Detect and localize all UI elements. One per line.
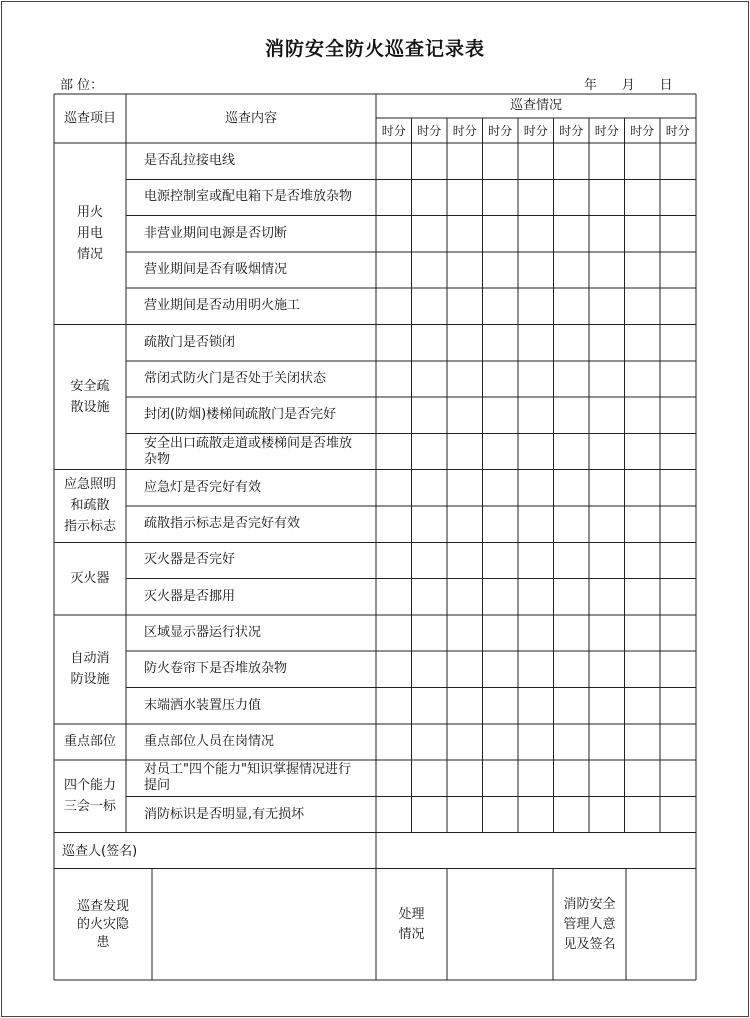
check-cell[interactable] <box>376 143 412 179</box>
check-cell[interactable] <box>447 615 483 651</box>
section-name: 四个能力 三会一标 <box>63 778 116 815</box>
inspector-signature-cell[interactable] <box>660 833 696 869</box>
check-item: 重点部位人员在岗情况 <box>144 733 275 749</box>
check-cell[interactable] <box>589 760 625 796</box>
check-cell[interactable] <box>554 542 590 578</box>
check-cell[interactable] <box>447 651 483 687</box>
check-cell[interactable] <box>376 724 412 760</box>
check-item: 封闭(防烟)楼梯间疏散门是否完好 <box>144 407 337 423</box>
check-cell[interactable] <box>554 252 590 288</box>
check-cell[interactable] <box>554 615 590 651</box>
check-cell[interactable] <box>447 542 483 578</box>
inspector-signature-cell[interactable] <box>625 833 661 869</box>
check-cell[interactable] <box>625 179 661 215</box>
check-cell[interactable] <box>589 361 625 397</box>
check-cell[interactable] <box>412 361 448 397</box>
check-cell[interactable] <box>625 579 661 615</box>
check-cell[interactable] <box>412 470 448 506</box>
page-title: 消防安全防火巡查记录表 <box>264 38 485 60</box>
check-cell[interactable] <box>589 796 625 832</box>
check-cell[interactable] <box>412 288 448 324</box>
check-item: 营业期间是否动用明火施工 <box>144 298 301 314</box>
check-item: 对员工"四个能力"知识掌握情况进行提问 <box>144 762 351 794</box>
check-cell[interactable] <box>518 216 554 252</box>
check-cell[interactable] <box>554 143 590 179</box>
check-cell[interactable] <box>625 688 661 724</box>
check-cell[interactable] <box>412 143 448 179</box>
check-cell[interactable] <box>660 542 696 578</box>
check-cell[interactable] <box>660 506 696 542</box>
check-cell[interactable] <box>483 143 519 179</box>
check-cell[interactable] <box>554 688 590 724</box>
check-cell[interactable] <box>625 288 661 324</box>
check-cell[interactable] <box>589 615 625 651</box>
time-column-header: 时分 <box>523 123 548 138</box>
check-cell[interactable] <box>376 325 412 361</box>
check-cell[interactable] <box>412 651 448 687</box>
check-cell[interactable] <box>660 143 696 179</box>
check-cell[interactable] <box>376 760 412 796</box>
section-name: 灭火器 <box>70 571 110 587</box>
check-cell[interactable] <box>483 688 519 724</box>
check-cell[interactable] <box>447 579 483 615</box>
check-cell[interactable] <box>660 397 696 433</box>
check-cell[interactable] <box>483 579 519 615</box>
check-cell[interactable] <box>376 470 412 506</box>
date-label: 年 月 日 <box>584 78 673 93</box>
check-item: 安全出口疏散走道或楼梯间是否堆放杂物 <box>144 435 353 467</box>
check-cell[interactable] <box>660 615 696 651</box>
check-cell[interactable] <box>554 179 590 215</box>
check-cell[interactable] <box>589 506 625 542</box>
check-cell[interactable] <box>625 325 661 361</box>
check-item: 电源控制室或配电箱下是否堆放杂物 <box>144 189 353 205</box>
manager-field[interactable] <box>626 870 696 980</box>
check-cell[interactable] <box>412 216 448 252</box>
check-cell[interactable] <box>589 724 625 760</box>
check-cell[interactable] <box>518 252 554 288</box>
check-cell[interactable] <box>518 579 554 615</box>
check-cell[interactable] <box>447 288 483 324</box>
check-cell[interactable] <box>660 688 696 724</box>
hazards-field[interactable] <box>152 870 376 980</box>
manager-text: 消防安全管理人意见及签名 <box>563 897 616 952</box>
check-cell[interactable] <box>412 615 448 651</box>
check-cell[interactable] <box>589 325 625 361</box>
check-item: 非营业期间电源是否切断 <box>144 225 288 241</box>
header-status: 巡查情况 <box>509 98 562 113</box>
check-cell[interactable] <box>447 760 483 796</box>
check-cell[interactable] <box>518 325 554 361</box>
inspector-signature-cell[interactable] <box>554 833 590 869</box>
check-cell[interactable] <box>660 325 696 361</box>
check-cell[interactable] <box>483 325 519 361</box>
check-cell[interactable] <box>625 724 661 760</box>
check-cell[interactable] <box>660 470 696 506</box>
check-cell[interactable] <box>625 433 661 469</box>
check-cell[interactable] <box>589 651 625 687</box>
check-cell[interactable] <box>412 796 448 832</box>
check-cell[interactable] <box>554 651 590 687</box>
manager-label <box>553 870 626 980</box>
check-cell[interactable] <box>447 470 483 506</box>
check-cell[interactable] <box>483 433 519 469</box>
check-cell[interactable] <box>554 470 590 506</box>
check-cell[interactable] <box>483 470 519 506</box>
check-cell[interactable] <box>412 252 448 288</box>
time-column-header: 时分 <box>381 123 406 138</box>
check-cell[interactable] <box>589 252 625 288</box>
section-name: 重点部位 <box>63 734 116 750</box>
check-cell[interactable] <box>483 506 519 542</box>
header-item: 巡查项目 <box>63 110 116 126</box>
check-cell[interactable] <box>518 506 554 542</box>
handling-text: 处理情况 <box>398 907 425 942</box>
check-cell[interactable] <box>447 179 483 215</box>
time-column-header: 时分 <box>594 123 619 138</box>
check-item: 疏散指示标志是否完好有效 <box>144 516 301 532</box>
check-cell[interactable] <box>625 542 661 578</box>
check-cell[interactable] <box>589 542 625 578</box>
check-cell[interactable] <box>589 470 625 506</box>
section-name: 应急照明 和疏散 指示标志 <box>63 477 116 535</box>
check-cell[interactable] <box>625 796 661 832</box>
check-cell[interactable] <box>589 179 625 215</box>
check-cell[interactable] <box>589 688 625 724</box>
check-item: 营业期间是否有吸烟情况 <box>144 262 288 278</box>
check-item: 疏散门是否锁闭 <box>144 334 236 350</box>
check-cell[interactable] <box>376 361 412 397</box>
check-cell[interactable] <box>660 724 696 760</box>
check-cell[interactable] <box>589 397 625 433</box>
check-cell[interactable] <box>412 688 448 724</box>
check-cell[interactable] <box>483 651 519 687</box>
check-cell[interactable] <box>447 325 483 361</box>
inspector-label: 巡查人(签名) <box>62 844 138 859</box>
check-cell[interactable] <box>518 397 554 433</box>
check-cell[interactable] <box>376 579 412 615</box>
check-cell[interactable] <box>447 361 483 397</box>
check-cell[interactable] <box>518 361 554 397</box>
check-cell[interactable] <box>483 216 519 252</box>
check-cell[interactable] <box>412 724 448 760</box>
check-cell[interactable] <box>518 651 554 687</box>
check-cell[interactable] <box>518 688 554 724</box>
time-column-header: 时分 <box>452 123 477 138</box>
check-item: 是否乱拉接电线 <box>144 153 236 169</box>
check-cell[interactable] <box>447 433 483 469</box>
check-cell[interactable] <box>376 397 412 433</box>
check-cell[interactable] <box>554 397 590 433</box>
check-cell[interactable] <box>625 252 661 288</box>
check-cell[interactable] <box>625 143 661 179</box>
header-content: 巡查内容 <box>224 110 277 126</box>
inspector-signature-cell[interactable] <box>412 833 448 869</box>
check-cell[interactable] <box>483 361 519 397</box>
check-cell[interactable] <box>660 216 696 252</box>
check-cell[interactable] <box>554 724 590 760</box>
check-cell[interactable] <box>412 179 448 215</box>
check-cell[interactable] <box>447 796 483 832</box>
check-cell[interactable] <box>376 651 412 687</box>
check-cell[interactable] <box>483 724 519 760</box>
check-cell[interactable] <box>660 760 696 796</box>
check-cell[interactable] <box>447 216 483 252</box>
hazards-label <box>54 870 152 980</box>
check-cell[interactable] <box>625 760 661 796</box>
handling-field[interactable] <box>447 870 553 980</box>
check-item: 防火卷帘下是否堆放杂物 <box>144 661 288 677</box>
check-cell[interactable] <box>589 579 625 615</box>
check-cell[interactable] <box>660 361 696 397</box>
check-item: 消防标识是否明显,有无损坏 <box>144 806 305 822</box>
check-cell[interactable] <box>625 216 661 252</box>
check-cell[interactable] <box>483 615 519 651</box>
check-cell[interactable] <box>518 796 554 832</box>
check-cell[interactable] <box>376 542 412 578</box>
section-name: 自动消 防设施 <box>70 651 110 688</box>
check-cell[interactable] <box>412 397 448 433</box>
check-item: 灭火器是否完好 <box>144 552 236 568</box>
check-cell[interactable] <box>518 724 554 760</box>
check-cell[interactable] <box>554 325 590 361</box>
check-cell[interactable] <box>625 397 661 433</box>
handling-label <box>376 870 447 980</box>
check-cell[interactable] <box>660 796 696 832</box>
check-cell[interactable] <box>376 615 412 651</box>
time-column-header: 时分 <box>665 123 690 138</box>
check-cell[interactable] <box>412 506 448 542</box>
check-cell[interactable] <box>660 433 696 469</box>
check-cell[interactable] <box>589 433 625 469</box>
time-column-header: 时分 <box>630 123 655 138</box>
check-item: 末端洒水装置压力值 <box>144 697 262 713</box>
check-cell[interactable] <box>554 361 590 397</box>
check-cell[interactable] <box>660 252 696 288</box>
check-cell[interactable] <box>376 796 412 832</box>
check-cell[interactable] <box>554 760 590 796</box>
check-cell[interactable] <box>518 615 554 651</box>
check-cell[interactable] <box>412 433 448 469</box>
check-cell[interactable] <box>625 506 661 542</box>
check-cell[interactable] <box>518 288 554 324</box>
hazards-text: 巡查发现的火灾隐患 <box>76 899 129 950</box>
check-item: 应急灯是否完好有效 <box>144 479 262 495</box>
check-cell[interactable] <box>625 470 661 506</box>
check-cell[interactable] <box>518 760 554 796</box>
check-cell[interactable] <box>376 506 412 542</box>
check-item: 灭火器是否挪用 <box>144 588 236 604</box>
check-cell[interactable] <box>376 216 412 252</box>
check-cell[interactable] <box>518 542 554 578</box>
check-cell[interactable] <box>625 615 661 651</box>
check-cell[interactable] <box>483 252 519 288</box>
check-cell[interactable] <box>447 506 483 542</box>
inspector-signature-cell[interactable] <box>483 833 519 869</box>
check-cell[interactable] <box>483 397 519 433</box>
check-cell[interactable] <box>554 288 590 324</box>
check-cell[interactable] <box>589 288 625 324</box>
inspector-signature-cell[interactable] <box>589 833 625 869</box>
check-cell[interactable] <box>483 760 519 796</box>
check-cell[interactable] <box>447 688 483 724</box>
check-cell[interactable] <box>660 288 696 324</box>
check-cell[interactable] <box>447 252 483 288</box>
check-cell[interactable] <box>376 179 412 215</box>
check-cell[interactable] <box>518 179 554 215</box>
check-cell[interactable] <box>554 216 590 252</box>
section-name: 安全疏 散设施 <box>70 379 110 416</box>
check-cell[interactable] <box>660 651 696 687</box>
check-cell[interactable] <box>376 252 412 288</box>
inspector-signature-cell[interactable] <box>518 833 554 869</box>
check-cell[interactable] <box>589 143 625 179</box>
check-cell[interactable] <box>554 579 590 615</box>
check-cell[interactable] <box>554 796 590 832</box>
check-cell[interactable] <box>518 433 554 469</box>
check-cell[interactable] <box>376 688 412 724</box>
check-cell[interactable] <box>483 796 519 832</box>
check-cell[interactable] <box>554 433 590 469</box>
check-cell[interactable] <box>447 143 483 179</box>
check-cell[interactable] <box>483 179 519 215</box>
check-cell[interactable] <box>660 579 696 615</box>
check-cell[interactable] <box>518 143 554 179</box>
check-cell[interactable] <box>376 288 412 324</box>
time-column-header: 时分 <box>417 123 442 138</box>
check-cell[interactable] <box>412 760 448 796</box>
check-cell[interactable] <box>483 542 519 578</box>
check-cell[interactable] <box>660 179 696 215</box>
time-column-header: 时分 <box>559 123 584 138</box>
check-cell[interactable] <box>412 579 448 615</box>
time-column-header: 时分 <box>488 123 513 138</box>
location-label: 部 位： <box>60 78 104 93</box>
inspector-signature-cell[interactable] <box>447 833 483 869</box>
check-cell[interactable] <box>447 724 483 760</box>
check-item: 区域显示器运行状况 <box>144 625 262 641</box>
check-cell[interactable] <box>483 288 519 324</box>
check-cell[interactable] <box>554 506 590 542</box>
section-name: 用火 用电 情况 <box>76 205 103 263</box>
check-cell[interactable] <box>412 325 448 361</box>
check-cell[interactable] <box>518 470 554 506</box>
check-cell[interactable] <box>412 542 448 578</box>
check-cell[interactable] <box>376 433 412 469</box>
check-cell[interactable] <box>589 216 625 252</box>
inspector-signature-cell[interactable] <box>376 833 412 869</box>
check-cell[interactable] <box>625 651 661 687</box>
check-item: 常闭式防火门是否处于关闭状态 <box>144 370 327 386</box>
check-cell[interactable] <box>625 361 661 397</box>
check-cell[interactable] <box>447 397 483 433</box>
